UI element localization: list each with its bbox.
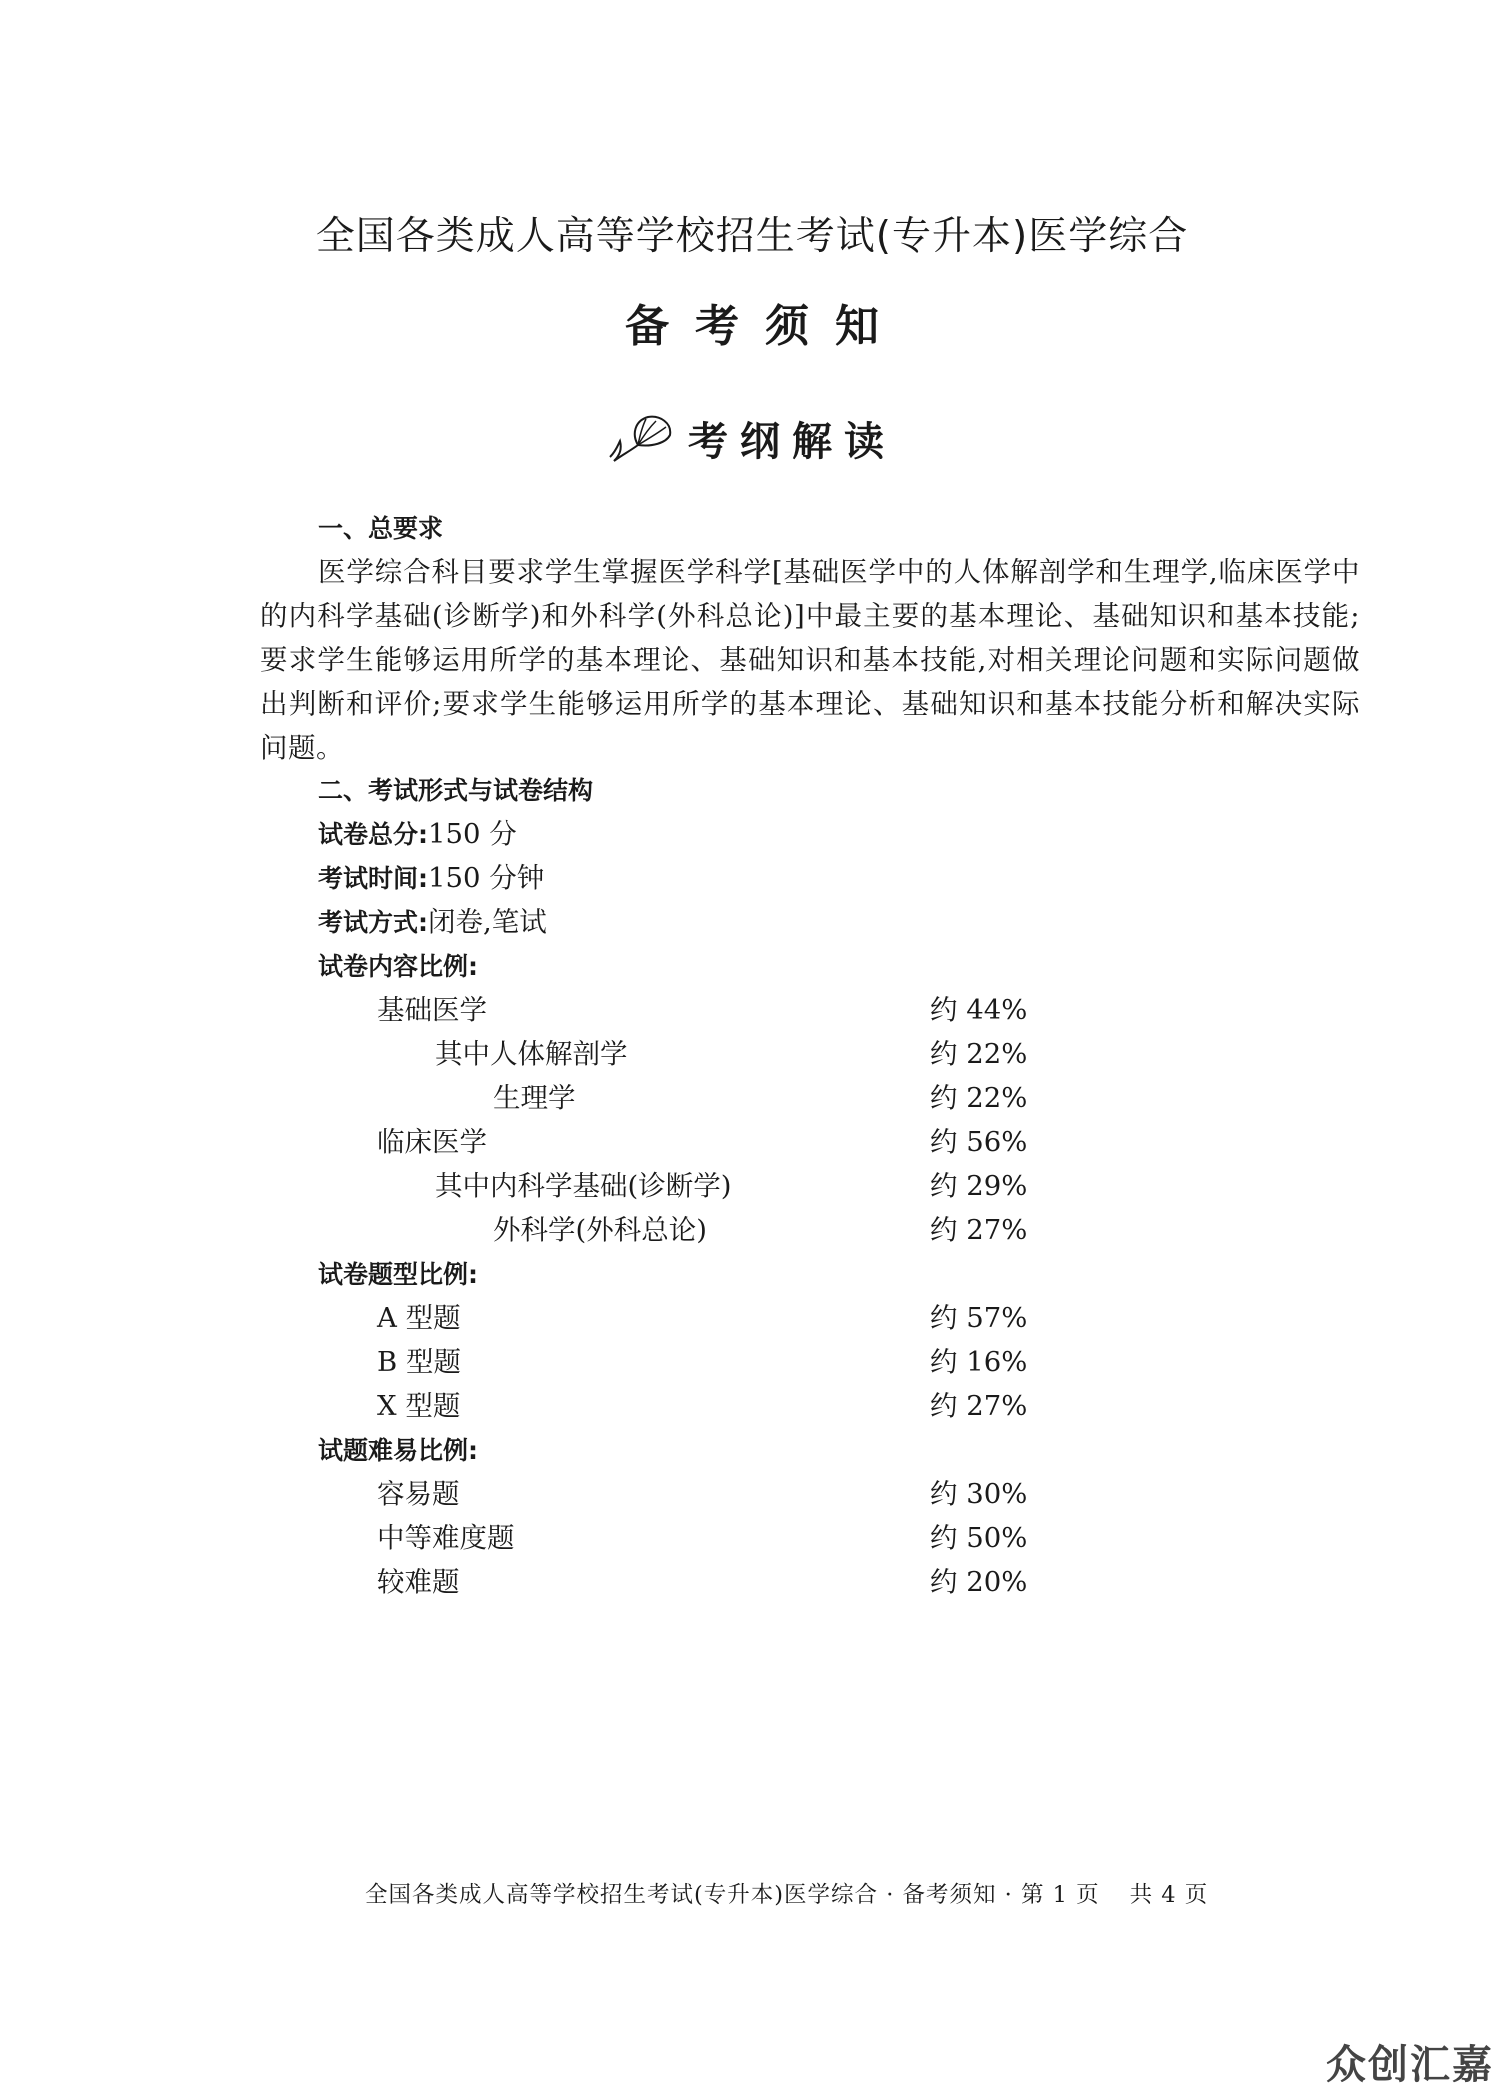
- ratio-row: [260, 1472, 1360, 1516]
- total-score-key: 试卷总分:: [318, 820, 428, 849]
- ratio-row: [260, 988, 1360, 1032]
- ratio-row: [260, 1164, 1360, 1208]
- ratio-name: X 型题: [377, 1390, 461, 1422]
- exam-method-value: 闭卷,笔试: [428, 906, 547, 938]
- footer-text: 全国各类成人高等学校招生考试(专升本)医学综合 · 备考须知 · 第 1 页: [365, 1882, 1100, 1908]
- ratio-name: 其中内科学基础(诊断学): [435, 1170, 732, 1202]
- ratio-percent: 约 30%: [930, 1478, 1028, 1510]
- exam-time-line: [260, 856, 1360, 900]
- ratio-row: [260, 1208, 1360, 1252]
- ratio-percent: 约 22%: [930, 1082, 1028, 1114]
- heading-general-requirements: 一、总要求: [318, 514, 444, 543]
- total-score-line: [260, 812, 1360, 856]
- content-ratio-key: 试卷内容比例:: [318, 952, 478, 981]
- ratio-row: [260, 1384, 1360, 1428]
- ratio-percent: 约 22%: [930, 1038, 1028, 1070]
- ratio-name: 其中人体解剖学: [435, 1038, 628, 1070]
- ratio-name: 生理学: [493, 1082, 576, 1114]
- ratio-percent: 约 44%: [930, 994, 1028, 1026]
- ratio-name: B 型题: [377, 1346, 461, 1378]
- ratio-percent: 约 20%: [930, 1566, 1028, 1598]
- document-subtitle: 备考须知: [625, 301, 905, 352]
- ratio-percent: 约 50%: [930, 1522, 1028, 1554]
- ginkgo-leaf-icon: [608, 411, 678, 467]
- footer-total-pages: 共 4 页: [1129, 1882, 1209, 1908]
- requirements-paragraph: 医学综合科目要求学生掌握医学科学[基础医学中的人体解剖学和生理学,临床医学中的内科学基础(诊断学)和外科学(外科总论)]中最主要的基本理论、基础知识和基本技能;要求学生能够运用所学的基本理论、基础知识和基本技能,对相关理论问题和实际问题做出判断和评价;要求学生能够运用所学的基本理论、基础知识和基本技能分析和解决实际问题。: [260, 556, 1360, 764]
- ratio-name: 容易题: [377, 1478, 460, 1510]
- ratio-row: [260, 1516, 1360, 1560]
- ratio-percent: 约 16%: [930, 1346, 1028, 1378]
- exam-method-key: 考试方式:: [318, 908, 428, 937]
- section-label: 考纲解读: [688, 418, 896, 465]
- ratio-percent: 约 29%: [930, 1170, 1028, 1202]
- ratio-percent: 约 27%: [930, 1390, 1028, 1422]
- exam-method-line: [260, 900, 1360, 944]
- ratio-name: 临床医学: [377, 1126, 487, 1158]
- ratio-name: A 型题: [377, 1302, 461, 1334]
- ratio-row: [260, 1032, 1360, 1076]
- document-title: 全国各类成人高等学校招生考试(专升本)医学综合: [315, 214, 1189, 259]
- type-ratio-key: 试卷题型比例:: [318, 1260, 478, 1289]
- exam-time-value: 150 分钟: [428, 862, 545, 894]
- ratio-percent: 约 27%: [930, 1214, 1028, 1246]
- total-score-value: 150 分: [428, 818, 517, 850]
- ratio-name: 基础医学: [377, 994, 487, 1026]
- watermark: 众创汇嘉: [1326, 2042, 1494, 2088]
- ratio-row: [260, 1120, 1360, 1164]
- section-heading: [0, 410, 1504, 467]
- ratio-percent: 约 56%: [930, 1126, 1028, 1158]
- ratio-name: 外科学(外科总论): [493, 1214, 707, 1246]
- ratio-row: [260, 1340, 1360, 1384]
- ratio-name: 较难题: [377, 1566, 460, 1598]
- ratio-row: [260, 1560, 1360, 1604]
- exam-time-key: 考试时间:: [318, 864, 428, 893]
- content-ratio-line: [260, 944, 1360, 988]
- difficulty-ratio-key: 试题难易比例:: [318, 1436, 478, 1465]
- heading-exam-format: 二、考试形式与试卷结构: [318, 776, 594, 805]
- difficulty-ratio-line: [260, 1428, 1360, 1472]
- ratio-percent: 约 57%: [930, 1302, 1028, 1334]
- ratio-name: 中等难度题: [377, 1522, 515, 1554]
- ratio-row: [260, 1076, 1360, 1120]
- document-body: [260, 508, 1360, 1604]
- ratio-row: [260, 1296, 1360, 1340]
- type-ratio-line: [260, 1252, 1360, 1296]
- page-footer: [365, 1877, 1208, 1909]
